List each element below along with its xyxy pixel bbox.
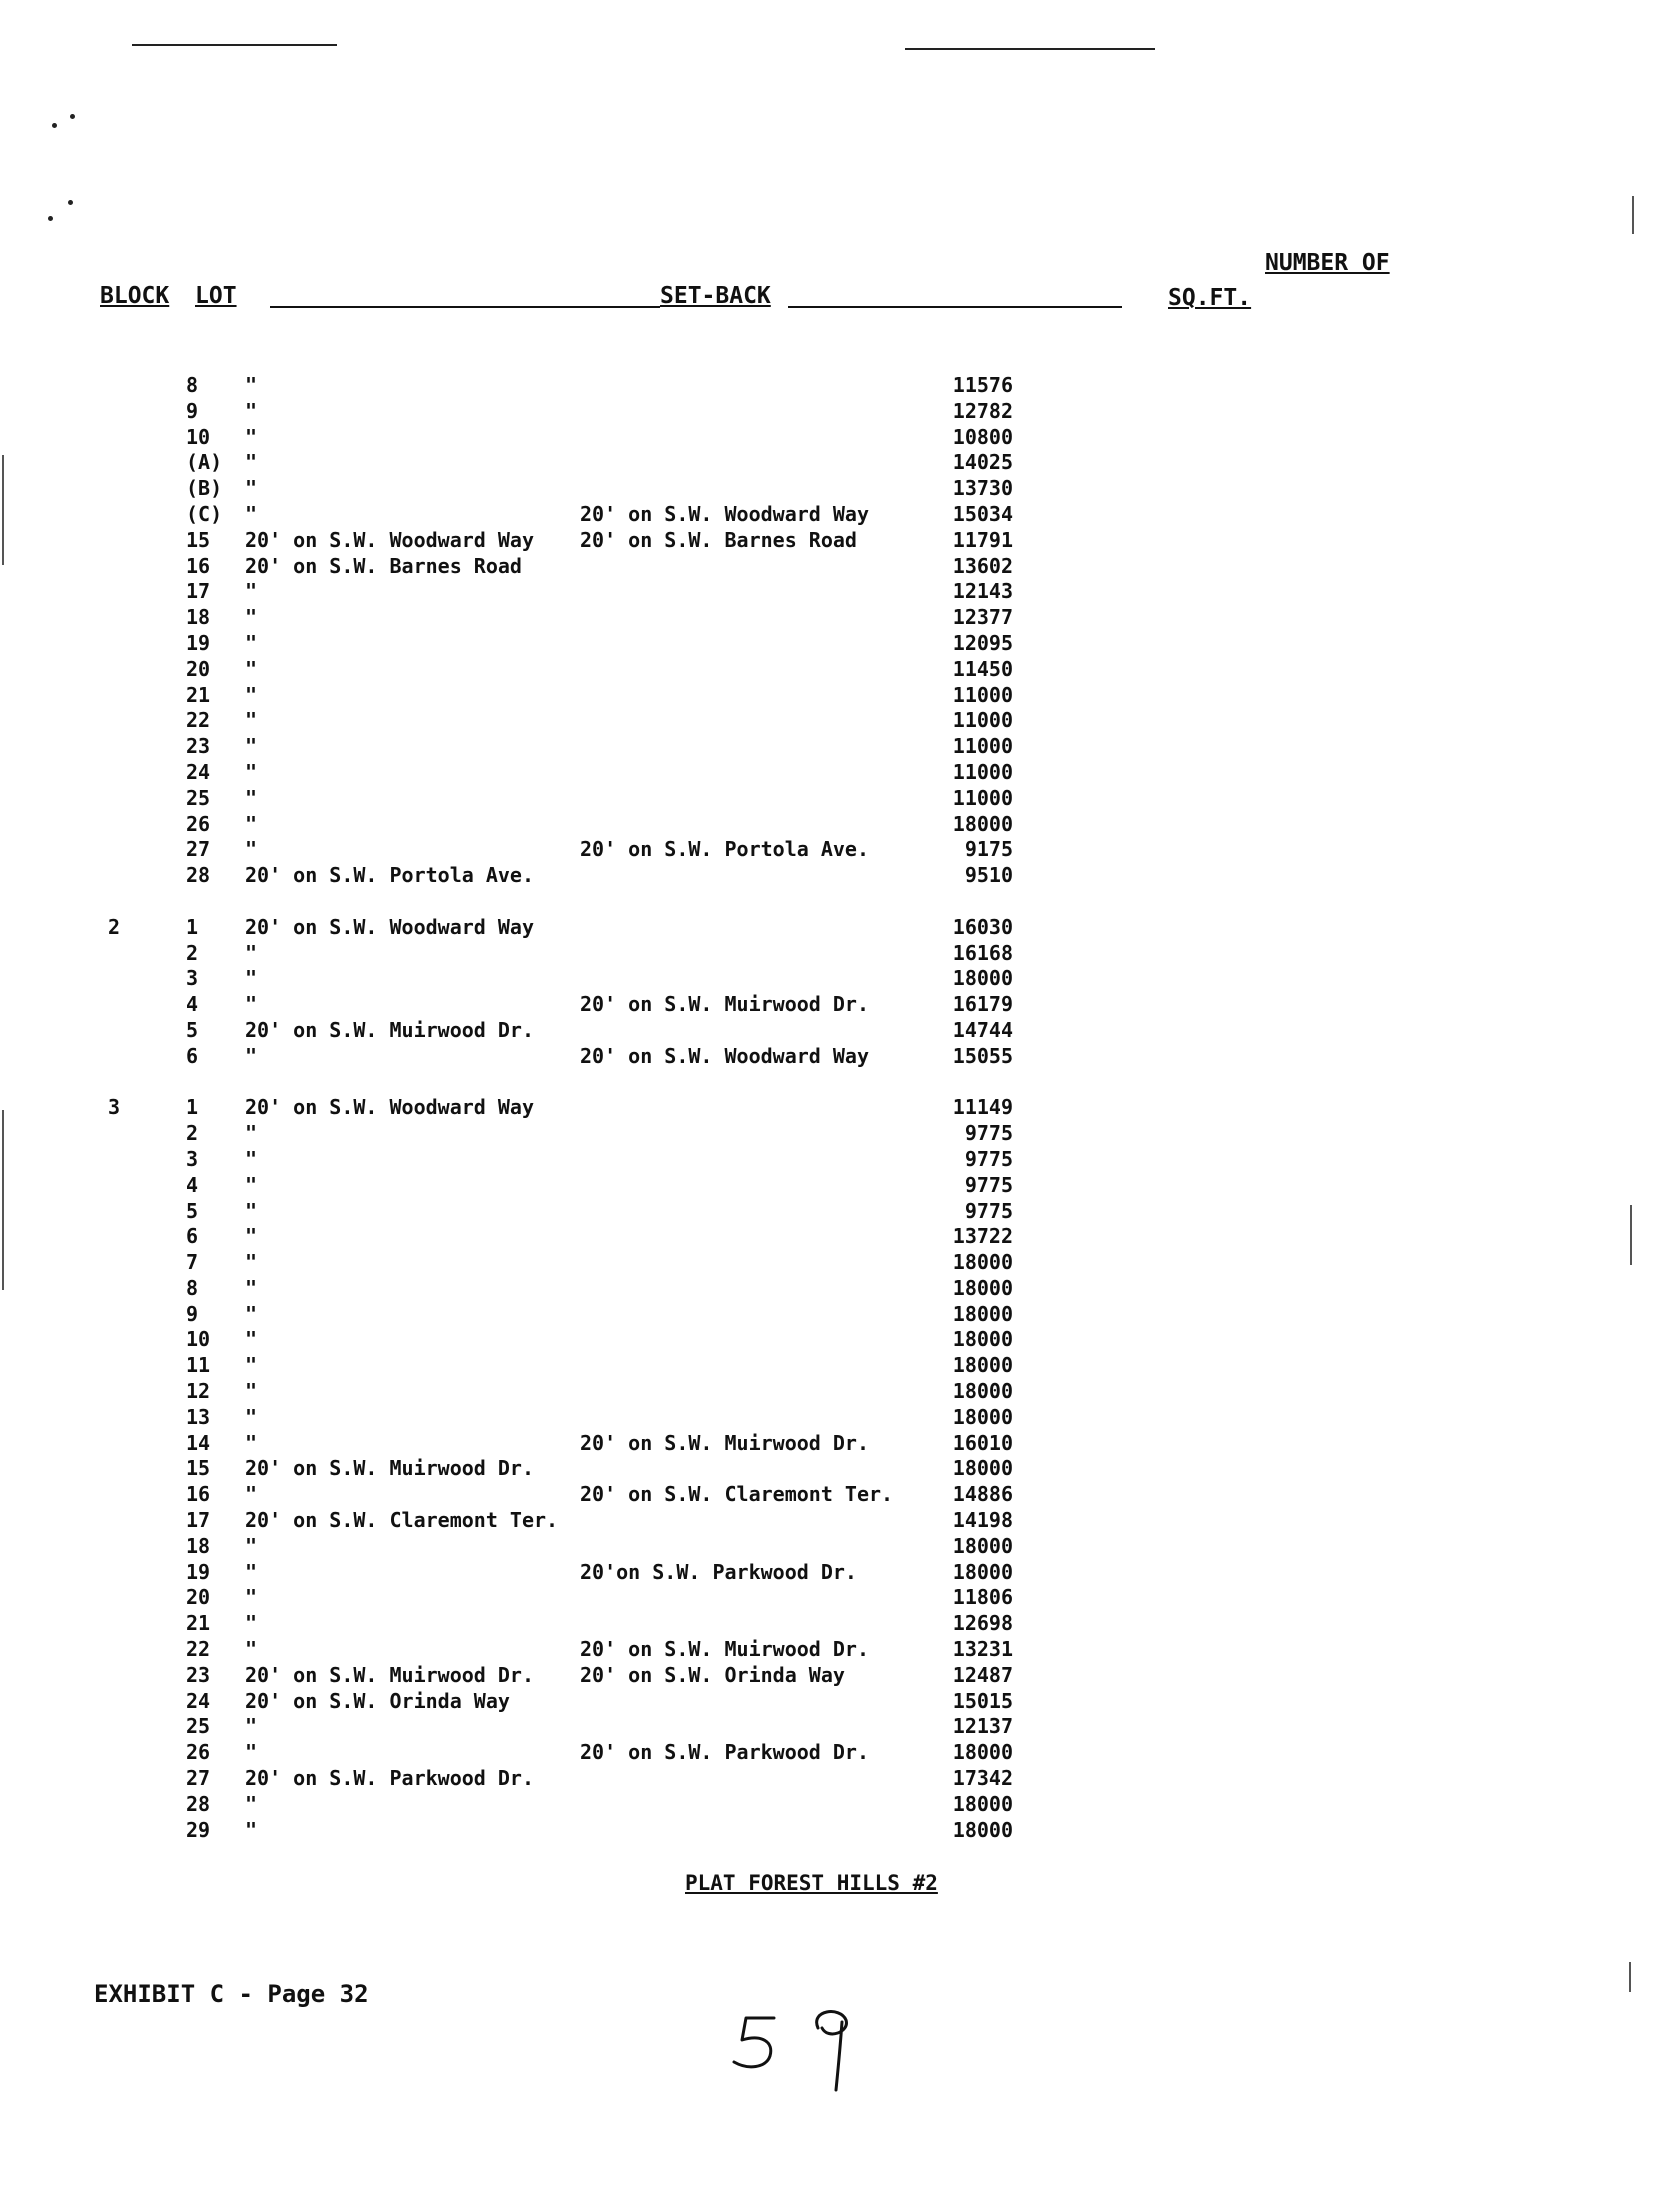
lot-cell: 13 (186, 1404, 211, 1429)
setback-primary-cell: " (245, 1275, 258, 1300)
setback-primary-cell: " (245, 1714, 258, 1739)
lot-cell: 24 (186, 759, 211, 784)
setback-primary-cell: " (245, 1043, 258, 1068)
lot-cell: 18 (186, 605, 211, 630)
sq-ft-cell: 17342 (952, 1766, 1013, 1791)
lot-cell: 6 (186, 1224, 199, 1249)
sq-ft-cell: 9775 (964, 1172, 1013, 1197)
scan-artifact-line (132, 44, 337, 46)
sq-ft-cell: 18000 (952, 1740, 1013, 1765)
setback-primary-cell: " (245, 1740, 258, 1765)
sq-ft-cell: 11000 (952, 682, 1013, 707)
setback-primary-cell: " (245, 1121, 258, 1146)
sq-ft-cell: 12137 (952, 1714, 1013, 1739)
sq-ft-cell: 18000 (952, 1275, 1013, 1300)
setback-primary-cell: " (245, 1611, 258, 1636)
lot-cell: 23 (186, 1662, 211, 1687)
sq-ft-cell: 16030 (952, 914, 1013, 939)
header-block: BLOCK (100, 283, 170, 309)
setback-primary-cell: " (245, 1404, 258, 1429)
lot-cell: 5 (186, 1198, 199, 1223)
setback-primary-cell: 20' on S.W. Woodward Way (245, 914, 534, 939)
setback-primary-cell: " (245, 1379, 258, 1404)
setback-primary-cell: " (245, 373, 258, 397)
lot-cell: 7 (186, 1250, 199, 1275)
lot-cell: 21 (186, 682, 211, 707)
lot-cell: 5 (186, 1017, 199, 1042)
lot-cell: 25 (186, 1714, 211, 1739)
lot-cell: (A) (186, 450, 223, 475)
sq-ft-cell: 14744 (952, 1017, 1013, 1042)
lot-cell: 11 (186, 1353, 211, 1378)
lot-cell: 16 (186, 553, 211, 578)
setback-secondary-cell: 20' on S.W. Parkwood Dr. (580, 1740, 869, 1765)
setback-primary-cell: " (245, 501, 258, 526)
sq-ft-cell: 18000 (952, 1301, 1013, 1326)
sq-ft-cell: 9510 (964, 863, 1013, 888)
sq-ft-cell: 18000 (952, 1456, 1013, 1481)
setback-primary-cell: " (245, 682, 258, 707)
setback-primary-cell: 20' on S.W. Parkwood Dr. (245, 1766, 534, 1791)
sq-ft-cell: 18000 (952, 1559, 1013, 1584)
sq-ft-cell: 15015 (952, 1688, 1013, 1713)
lot-cell: 1 (186, 914, 199, 939)
setback-primary-cell: " (245, 1327, 258, 1352)
sq-ft-cell: 9775 (964, 1146, 1013, 1171)
header-rule-left (270, 306, 660, 308)
lot-cell: 27 (186, 837, 211, 862)
header-sq-ft: SQ.FT. (1168, 285, 1252, 311)
scan-speck (70, 114, 75, 119)
lot-cell: 4 (186, 1172, 199, 1197)
sq-ft-cell: 11000 (952, 759, 1013, 784)
sq-ft-cell: 11000 (952, 734, 1013, 759)
setback-secondary-cell: 20' on S.W. Muirwood Dr. (580, 992, 869, 1017)
lot-cell: 21 (186, 1611, 211, 1636)
setback-primary-cell: 20' on S.W. Muirwood Dr. (245, 1662, 534, 1687)
lot-cell: 27 (186, 1766, 211, 1791)
sq-ft-cell: 18000 (952, 1817, 1013, 1842)
setback-primary-cell: " (245, 1250, 258, 1275)
sq-ft-cell: 18000 (952, 1327, 1013, 1352)
lot-cell: 20 (186, 656, 211, 681)
setback-primary-cell: " (245, 966, 258, 991)
setback-primary-cell: 20' on S.W. Portola Ave. (245, 863, 534, 888)
setback-primary-cell: " (245, 759, 258, 784)
setback-primary-cell: " (245, 1817, 258, 1842)
lot-cell: 9 (186, 398, 199, 423)
header-number-of: NUMBER OF (1265, 250, 1390, 276)
scan-speck (52, 123, 57, 128)
sq-ft-cell: 11149 (952, 1095, 1013, 1120)
sq-ft-cell: 9775 (964, 1121, 1013, 1146)
setback-primary-cell: 20' on S.W. Barnes Road (245, 553, 522, 578)
sq-ft-cell: 12698 (952, 1611, 1013, 1636)
lot-cell: 1 (186, 1095, 199, 1120)
lot-cell: 17 (186, 1508, 211, 1533)
sq-ft-cell: 16179 (952, 992, 1013, 1017)
lot-cell: 26 (186, 1740, 211, 1765)
sq-ft-cell: 14886 (952, 1482, 1013, 1507)
plat-label: PLAT FOREST HILLS #2 (685, 1871, 938, 1895)
lot-cell: (B) (186, 476, 223, 501)
scan-artifact-line (905, 48, 1155, 50)
setback-primary-cell: " (245, 734, 258, 759)
sq-ft-cell: 12377 (952, 605, 1013, 630)
lot-cell: 8 (186, 373, 199, 397)
lot-cell: 17 (186, 579, 211, 604)
lot-cell: 18 (186, 1533, 211, 1558)
lot-cell: 2 (186, 940, 199, 965)
lot-cell: 29 (186, 1817, 211, 1842)
sq-ft-cell: 11806 (952, 1585, 1013, 1610)
setback-primary-cell: " (245, 1637, 258, 1662)
setback-primary-cell: " (245, 940, 258, 965)
setback-secondary-cell: 20' on S.W. Muirwood Dr. (580, 1430, 869, 1455)
lot-cell: 19 (186, 1559, 211, 1584)
setback-primary-cell: " (245, 1482, 258, 1507)
sq-ft-cell: 9175 (964, 837, 1013, 862)
header-rule-right (788, 306, 1122, 308)
setback-secondary-cell: 20' on S.W. Woodward Way (580, 501, 869, 526)
lot-cell: 25 (186, 785, 211, 810)
setback-primary-cell: " (245, 992, 258, 1017)
lot-cell: 2 (186, 1121, 199, 1146)
setback-primary-cell: " (245, 450, 258, 475)
lot-cell: 3 (186, 1146, 199, 1171)
sq-ft-cell: 18000 (952, 1379, 1013, 1404)
setback-secondary-cell: 20' on S.W. Muirwood Dr. (580, 1637, 869, 1662)
sq-ft-cell: 15055 (952, 1043, 1013, 1068)
sq-ft-cell: 9775 (964, 1198, 1013, 1223)
block-cell: 3 (108, 1095, 121, 1120)
setback-primary-cell: " (245, 1224, 258, 1249)
setback-primary-cell: " (245, 476, 258, 501)
lot-cell: 24 (186, 1688, 211, 1713)
sq-ft-cell: 18000 (952, 1250, 1013, 1275)
sq-ft-cell: 16168 (952, 940, 1013, 965)
sq-ft-cell: 13602 (952, 553, 1013, 578)
setback-primary-cell: " (245, 1533, 258, 1558)
sq-ft-cell: 13722 (952, 1224, 1013, 1249)
setback-secondary-cell: 20' on S.W. Claremont Ter. (580, 1482, 894, 1507)
lot-cell: 16 (186, 1482, 211, 1507)
lot-cell: 20 (186, 1585, 211, 1610)
lot-cell: 22 (186, 708, 211, 733)
lot-cell: 28 (186, 863, 211, 888)
scan-edge-mark (1629, 1962, 1631, 1992)
setback-primary-cell: " (245, 424, 258, 449)
setback-primary-cell: 20' on S.W. Woodward Way (245, 1095, 534, 1120)
sq-ft-cell: 18000 (952, 1404, 1013, 1429)
setback-primary-cell: " (245, 708, 258, 733)
setback-primary-cell: " (245, 1301, 258, 1326)
sq-ft-cell: 13231 (952, 1637, 1013, 1662)
scan-edge-mark (1632, 196, 1634, 234)
sq-ft-cell: 12095 (952, 630, 1013, 655)
setback-secondary-cell: 20' on S.W. Woodward Way (580, 1043, 869, 1068)
setback-primary-cell: " (245, 837, 258, 862)
sq-ft-cell: 16010 (952, 1430, 1013, 1455)
setback-primary-cell: " (245, 1585, 258, 1610)
lot-cell: 8 (186, 1275, 199, 1300)
setback-primary-cell: 20' on S.W. Muirwood Dr. (245, 1456, 534, 1481)
sq-ft-cell: 11000 (952, 785, 1013, 810)
sq-ft-cell: 18000 (952, 966, 1013, 991)
setback-primary-cell: " (245, 630, 258, 655)
lot-cell: 6 (186, 1043, 199, 1068)
setback-primary-cell: " (245, 1559, 258, 1584)
sq-ft-cell: 10800 (952, 424, 1013, 449)
setback-primary-cell: " (245, 811, 258, 836)
setback-primary-cell: " (245, 1430, 258, 1455)
setback-primary-cell: 20' on S.W. Muirwood Dr. (245, 1017, 534, 1042)
setback-secondary-cell: 20' on S.W. Portola Ave. (580, 837, 869, 862)
lot-cell: 4 (186, 992, 199, 1017)
setback-primary-cell: 20' on S.W. Orinda Way (245, 1688, 510, 1713)
lot-cell: 23 (186, 734, 211, 759)
scan-edge-mark (2, 455, 4, 565)
lot-cell: 15 (186, 527, 211, 552)
setback-primary-cell: " (245, 1146, 258, 1171)
scan-edge-mark (2, 1110, 4, 1290)
lot-cell: 10 (186, 424, 211, 449)
scan-speck (68, 200, 73, 205)
sq-ft-cell: 15034 (952, 501, 1013, 526)
sq-ft-cell: 12487 (952, 1662, 1013, 1687)
setback-primary-cell: " (245, 605, 258, 630)
header-lot: LOT (195, 283, 237, 309)
setback-primary-cell: " (245, 656, 258, 681)
setback-primary-cell: " (245, 1172, 258, 1197)
sq-ft-cell: 11791 (952, 527, 1013, 552)
setback-secondary-cell: 20'on S.W. Parkwood Dr. (580, 1559, 857, 1584)
setback-secondary-cell: 20' on S.W. Orinda Way (580, 1662, 845, 1687)
setback-primary-cell: " (245, 1353, 258, 1378)
handwritten-page-number (722, 2000, 872, 2100)
sq-ft-cell: 11576 (952, 373, 1013, 397)
setback-primary-cell: " (245, 398, 258, 423)
lot-cell: 28 (186, 1791, 211, 1816)
sq-ft-cell: 14198 (952, 1508, 1013, 1533)
lot-cell: 26 (186, 811, 211, 836)
sq-ft-cell: 11450 (952, 656, 1013, 681)
lot-cell: 15 (186, 1456, 211, 1481)
lot-cell: 3 (186, 966, 199, 991)
scan-edge-mark (1630, 1205, 1632, 1265)
sq-ft-cell: 13730 (952, 476, 1013, 501)
lot-cell: (C) (186, 501, 223, 526)
sq-ft-cell: 12782 (952, 398, 1013, 423)
sq-ft-cell: 18000 (952, 811, 1013, 836)
setback-primary-cell: 20' on S.W. Claremont Ter. (245, 1508, 559, 1533)
lot-cell: 14 (186, 1430, 211, 1455)
setback-secondary-cell: 20' on S.W. Barnes Road (580, 527, 857, 552)
setback-primary-cell: " (245, 579, 258, 604)
lot-cell: 10 (186, 1327, 211, 1352)
setback-primary-cell: " (245, 1791, 258, 1816)
sq-ft-cell: 18000 (952, 1533, 1013, 1558)
scan-speck (48, 216, 53, 221)
sq-ft-cell: 18000 (952, 1353, 1013, 1378)
lot-cell: 12 (186, 1379, 211, 1404)
sq-ft-cell: 18000 (952, 1791, 1013, 1816)
lot-cell: 22 (186, 1637, 211, 1662)
lot-cell: 19 (186, 630, 211, 655)
exhibit-footer: EXHIBIT C - Page 32 (94, 1980, 369, 2008)
sq-ft-cell: 11000 (952, 708, 1013, 733)
sq-ft-cell: 12143 (952, 579, 1013, 604)
sq-ft-cell: 14025 (952, 450, 1013, 475)
setback-primary-cell: 20' on S.W. Woodward Way (245, 527, 534, 552)
lot-cell: 9 (186, 1301, 199, 1326)
block-cell: 2 (108, 914, 121, 939)
header-setback: SET-BACK (660, 283, 771, 309)
setback-primary-cell: " (245, 1198, 258, 1223)
setback-primary-cell: " (245, 785, 258, 810)
